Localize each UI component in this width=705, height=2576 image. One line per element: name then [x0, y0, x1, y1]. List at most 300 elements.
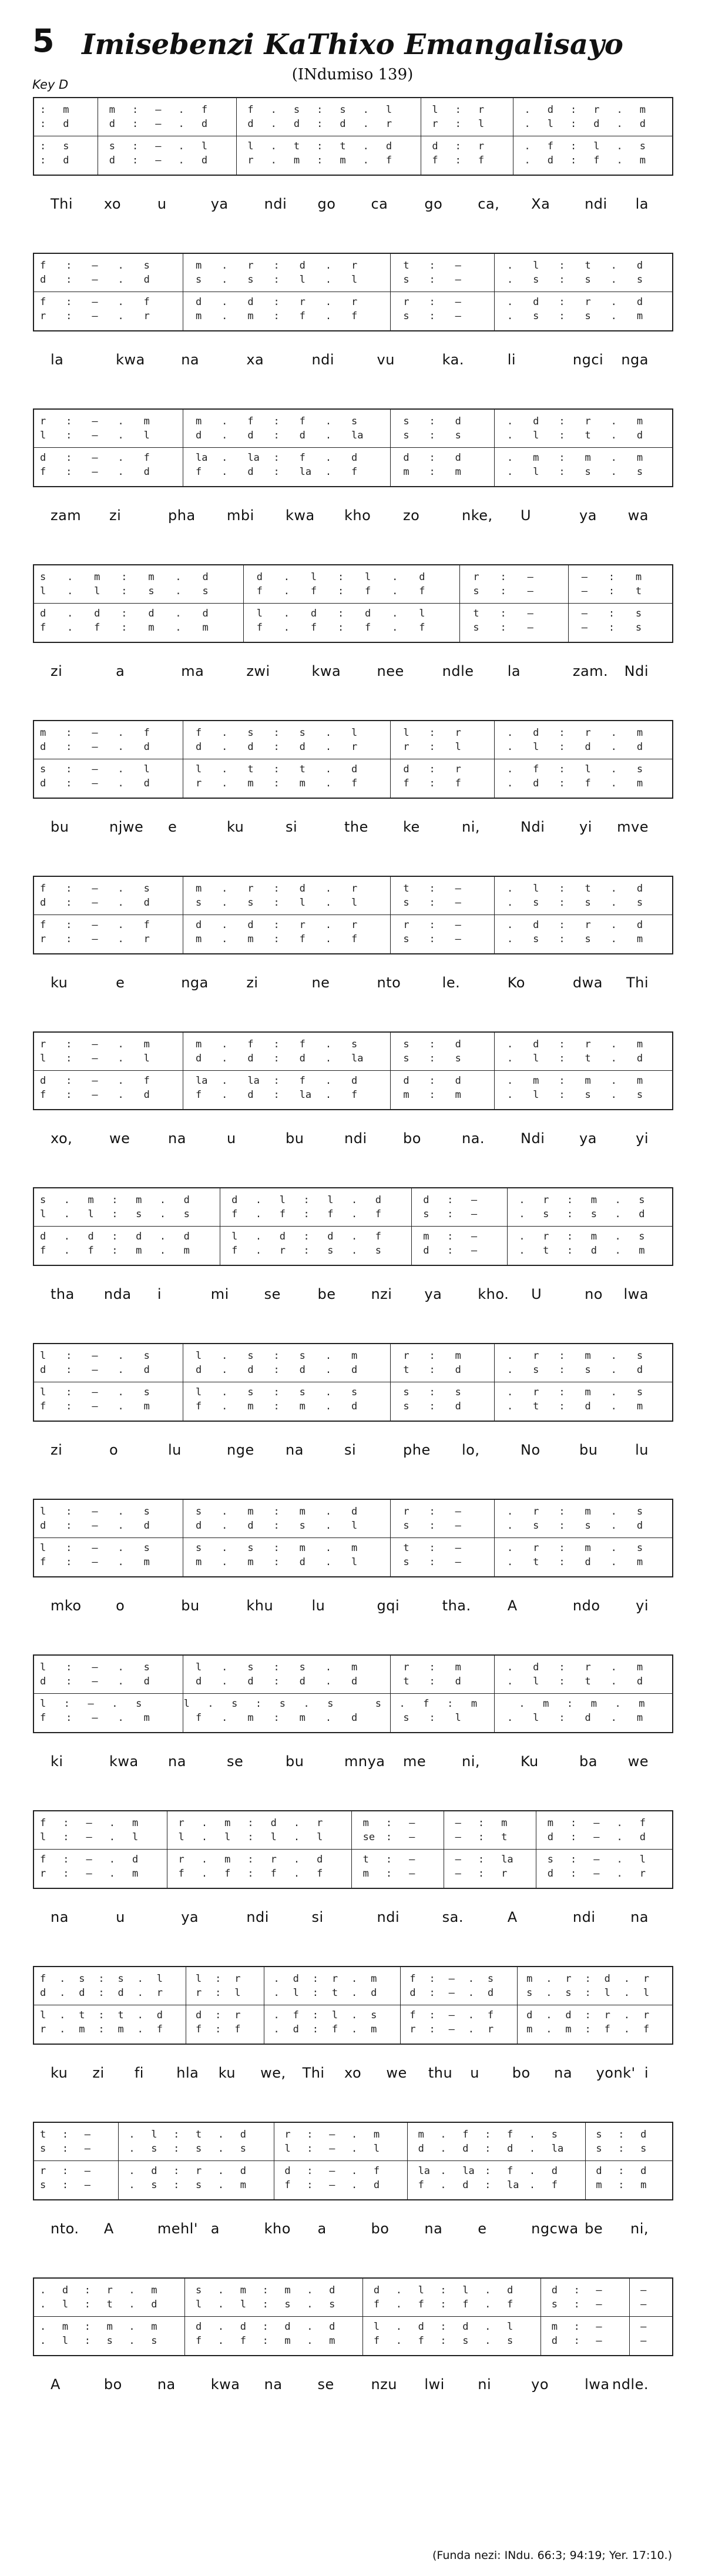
solfa-note: — — [640, 2335, 647, 2347]
solfa-note: m — [106, 2321, 113, 2333]
solfa-note: r — [40, 2165, 46, 2177]
solfa-note: . — [351, 1973, 358, 1985]
solfa-note: . — [109, 1831, 116, 1843]
solfa-note: s — [151, 2143, 157, 2155]
solfa-note: . — [351, 2009, 358, 2021]
solfa-note: d — [63, 155, 69, 166]
solfa-note: . — [273, 2024, 280, 2035]
solfa-note: s — [640, 2143, 647, 2155]
solfa-note: : — [63, 1868, 69, 1880]
solfa-note: d — [455, 1401, 461, 1412]
solfa-note: . — [325, 1386, 332, 1398]
solfa-note: . — [507, 1053, 513, 1064]
solfa-note: t — [543, 1245, 549, 1257]
solfa-note: . — [217, 2143, 224, 2155]
solfa-note: . — [351, 2179, 358, 2191]
lyric-syllable: na. — [462, 1130, 485, 1147]
voice-row — [34, 1506, 672, 1518]
solfa-note: . — [129, 2299, 135, 2310]
voice-row — [34, 1698, 672, 1710]
solfa-note: – — [329, 2165, 335, 2177]
staff-divider — [34, 1693, 672, 1694]
solfa-note: – — [92, 1075, 98, 1087]
solfa-note: r — [351, 741, 358, 753]
solfa-note: d — [40, 608, 46, 619]
solfa-note: t — [585, 883, 591, 895]
solfa-note: : — [559, 1661, 565, 1673]
solfa-note: . — [201, 1868, 208, 1880]
voice-row — [34, 1231, 672, 1242]
solfa-note: — — [471, 1208, 478, 1220]
solfa-note: : — [429, 466, 435, 478]
solfa-note: . — [507, 1089, 513, 1101]
solfa-note: d — [299, 1053, 306, 1064]
solfa-note: . — [201, 1831, 208, 1843]
solfa-note: f — [373, 2299, 380, 2310]
solfa-note: – — [593, 1868, 600, 1880]
solfa-note: f — [643, 2024, 650, 2035]
solfa-note: : — [440, 2299, 446, 2310]
solfa-note: d — [351, 1712, 358, 1724]
solfa-note: : — [429, 1676, 435, 1687]
solfa-note: — — [455, 1854, 461, 1865]
solfa-note: : — [478, 1868, 485, 1880]
solfa-note: d — [183, 1194, 190, 1206]
solfa-note: : — [429, 1712, 435, 1724]
solfa-note: : — [429, 2024, 435, 2035]
solfa-note: d — [636, 883, 643, 895]
solfa-note: r — [351, 296, 358, 308]
lyric-line — [33, 507, 672, 531]
voice-row — [34, 2335, 672, 2347]
solfa-note: r — [543, 1231, 549, 1242]
lyric-syllable: ku — [51, 2065, 68, 2081]
solfa-note: . — [616, 118, 623, 130]
solfa-note: s — [351, 1039, 358, 1050]
solfa-note: . — [178, 104, 184, 116]
solfa-note: f — [373, 2335, 380, 2347]
solfa-note: : — [66, 883, 72, 895]
solfa-note: r — [385, 118, 392, 130]
lyric-syllable: se — [317, 2376, 334, 2393]
solfa-note: d — [351, 763, 358, 775]
tonic-solfa-staff — [33, 1187, 673, 1266]
solfa-note: – — [92, 1053, 98, 1064]
solfa-note: m — [340, 155, 346, 166]
solfa-note: : — [66, 296, 72, 308]
solfa-note: s — [143, 1661, 150, 1673]
solfa-note: . — [307, 2335, 313, 2347]
solfa-note: . — [395, 2335, 402, 2347]
solfa-note: . — [118, 452, 124, 464]
solfa-note: . — [392, 622, 398, 634]
voice-row — [34, 1039, 672, 1050]
solfa-note: : — [173, 2179, 180, 2191]
solfa-note: — — [527, 571, 533, 583]
solfa-note: r — [639, 1868, 646, 1880]
solfa-note: l — [331, 2009, 338, 2021]
solfa-note: : — [429, 933, 435, 945]
solfa-note: r — [643, 1973, 650, 1985]
solfa-note: f — [639, 1817, 646, 1829]
solfa-note: . — [293, 1831, 300, 1843]
solfa-note: s — [551, 2299, 558, 2310]
voice-row — [34, 1401, 672, 1412]
solfa-note: . — [201, 1817, 208, 1829]
solfa-note: d — [639, 1831, 646, 1843]
solfa-note: d — [487, 1987, 494, 1999]
solfa-note: s — [526, 1987, 533, 1999]
solfa-note: : — [66, 1712, 72, 1724]
solfa-note: m — [247, 1401, 254, 1412]
solfa-note: : — [559, 1364, 565, 1376]
lyric-syllable: mehl' — [157, 2220, 198, 2237]
solfa-note: f — [351, 310, 358, 322]
solfa-note: : — [66, 763, 72, 775]
solfa-note: f — [247, 416, 254, 427]
solfa-note: t — [501, 1831, 508, 1843]
solfa-note: . — [221, 919, 228, 931]
solfa-note: : — [215, 1973, 221, 1985]
lyric-line — [33, 2220, 672, 2244]
lyric-syllable: zam — [51, 507, 82, 524]
solfa-note: : — [429, 2009, 435, 2021]
solfa-note: . — [217, 2335, 224, 2347]
solfa-note: — — [455, 1520, 461, 1532]
solfa-note: s — [551, 2129, 558, 2140]
solfa-note: m — [547, 1817, 553, 1829]
solfa-note: d — [63, 118, 69, 130]
solfa-note: d — [636, 741, 643, 753]
solfa-note: r — [351, 919, 358, 931]
solfa-note: s — [299, 1386, 306, 1398]
solfa-note: r — [533, 1542, 539, 1554]
solfa-note: f — [196, 1401, 202, 1412]
solfa-note: . — [610, 1661, 617, 1673]
solfa-note: d — [373, 2284, 380, 2296]
solfa-note: : — [566, 1231, 573, 1242]
solfa-note: . — [351, 2143, 358, 2155]
solfa-note: — — [640, 2284, 647, 2296]
solfa-note: f — [331, 2024, 338, 2035]
solfa-note: – — [593, 1817, 600, 1829]
solfa-note: . — [118, 430, 124, 441]
solfa-note: r — [533, 1506, 539, 1518]
solfa-note: . — [610, 1520, 617, 1532]
solfa-note: : — [66, 1364, 72, 1376]
solfa-note: d — [40, 1520, 46, 1532]
solfa-note: : — [273, 296, 280, 308]
lyric-syllable: ka. — [442, 351, 464, 368]
lyric-syllable: lwa — [585, 2376, 610, 2393]
solfa-note: d — [636, 919, 643, 931]
solfa-note: : — [559, 763, 565, 775]
voice-row — [34, 452, 672, 464]
solfa-note: : — [478, 1817, 485, 1829]
lyric-syllable: mko — [51, 1597, 82, 1614]
solfa-note: . — [118, 778, 124, 789]
solfa-note: : — [559, 310, 565, 322]
solfa-note: . — [610, 933, 617, 945]
solfa-note: : — [570, 104, 577, 116]
solfa-note: . — [325, 296, 332, 308]
lyric-syllable: go — [317, 196, 336, 212]
solfa-note: . — [519, 1245, 525, 1257]
solfa-note: f — [418, 2179, 424, 2191]
solfa-note: – — [86, 1868, 92, 1880]
solfa-note: . — [118, 1075, 124, 1087]
lyric-syllable: kwa — [210, 2376, 240, 2393]
voice-row — [34, 741, 672, 753]
solfa-note: m — [62, 2321, 69, 2333]
solfa-note: r — [196, 778, 202, 789]
solfa-note: d — [636, 296, 643, 308]
solfa-note: f — [418, 2335, 424, 2347]
solfa-note: . — [283, 571, 290, 583]
solfa-note: f — [604, 2024, 610, 2035]
solfa-note: : — [429, 1401, 435, 1412]
solfa-note: : — [62, 2143, 69, 2155]
solfa-note: – — [329, 2129, 335, 2140]
solfa-note: . — [519, 1208, 525, 1220]
solfa-note: : — [66, 1075, 72, 1087]
staff-divider — [34, 1226, 672, 1227]
solfa-note: s — [299, 1520, 306, 1532]
solfa-note: s — [40, 1194, 46, 1206]
solfa-note: d — [551, 2335, 558, 2347]
solfa-note: s — [40, 571, 46, 583]
solfa-note: — — [409, 1854, 415, 1865]
solfa-note: l — [143, 430, 150, 441]
solfa-note: s — [403, 1386, 409, 1398]
solfa-note: d — [547, 1831, 553, 1843]
lyric-syllable: nto — [377, 974, 401, 991]
solfa-note: s — [590, 1208, 597, 1220]
solfa-note: m — [501, 1817, 508, 1829]
solfa-note: . — [325, 1053, 332, 1064]
voice-row — [34, 1712, 672, 1724]
solfa-note: d — [270, 1817, 277, 1829]
solfa-note: r — [455, 727, 461, 739]
solfa-note: d — [636, 260, 643, 272]
solfa-note: : — [429, 310, 435, 322]
solfa-note: f — [247, 1039, 254, 1050]
solfa-note: m — [362, 1817, 369, 1829]
solfa-note: . — [325, 897, 332, 909]
solfa-note: . — [307, 2299, 313, 2310]
solfa-note: m — [585, 452, 591, 464]
solfa-note: . — [546, 1987, 552, 1999]
solfa-note: d — [533, 296, 539, 308]
solfa-note: : — [132, 155, 139, 166]
lyric-syllable: tha — [51, 1286, 75, 1302]
solfa-note: . — [325, 466, 332, 478]
lyric-line — [33, 2065, 672, 2088]
solfa-note: d — [196, 1364, 202, 1376]
solfa-note: . — [63, 1208, 70, 1220]
voice-row — [34, 897, 672, 909]
solfa-note: d — [40, 1364, 46, 1376]
solfa-note: m — [196, 883, 202, 895]
solfa-note: d — [196, 430, 202, 441]
solfa-note: l — [533, 741, 539, 753]
solfa-note: : — [500, 571, 506, 583]
lyric-syllable: yo — [531, 2376, 549, 2393]
solfa-note: l — [585, 763, 591, 775]
solfa-note: f — [585, 778, 591, 789]
solfa-note: : — [121, 585, 127, 597]
solfa-note: : — [608, 571, 615, 583]
solfa-note: m — [118, 2024, 124, 2035]
solfa-note: . — [325, 1364, 332, 1376]
lyric-syllable: ya — [424, 1286, 442, 1302]
solfa-note: : — [570, 155, 577, 166]
key-signature: Key D — [32, 78, 69, 92]
solfa-note: : — [273, 260, 280, 272]
solfa-note: . — [440, 2179, 446, 2191]
lyric-syllable: ba — [579, 1753, 597, 1770]
solfa-note: d — [284, 2321, 291, 2333]
solfa-note: : — [559, 1350, 565, 1362]
solfa-note: : — [618, 2129, 625, 2140]
solfa-note: . — [325, 778, 332, 789]
solfa-note: — — [596, 2321, 602, 2333]
solfa-note: : — [307, 2165, 313, 2177]
solfa-note: d — [143, 274, 150, 286]
solfa-note: : — [337, 571, 344, 583]
solfa-note: f — [196, 2335, 202, 2347]
solfa-note: . — [217, 2179, 224, 2191]
solfa-note: s — [284, 2299, 291, 2310]
solfa-note: . — [283, 585, 290, 597]
solfa-note: r — [247, 883, 254, 895]
solfa-note: : — [273, 1661, 280, 1673]
solfa-note: f — [317, 1868, 323, 1880]
solfa-note: . — [221, 310, 228, 322]
solfa-note: m — [143, 1401, 150, 1412]
solfa-note: . — [221, 1542, 228, 1554]
lyric-syllable: U — [531, 1286, 542, 1302]
lyric-syllable: ya — [579, 507, 597, 524]
solfa-note: . — [221, 1661, 228, 1673]
solfa-note: . — [507, 1401, 513, 1412]
solfa-note: : — [303, 1245, 310, 1257]
solfa-note: d — [317, 1854, 323, 1865]
solfa-note: . — [221, 763, 228, 775]
solfa-note: . — [59, 1987, 66, 1999]
solfa-note: s — [118, 1973, 124, 1985]
solfa-note: — — [455, 260, 461, 272]
solfa-note: d — [247, 430, 254, 441]
solfa-note: – — [155, 104, 162, 116]
solfa-note: . — [507, 1520, 513, 1532]
solfa-note: d — [109, 155, 116, 166]
solfa-note: . — [325, 310, 332, 322]
solfa-note: – — [92, 1401, 98, 1412]
solfa-note: . — [485, 2335, 491, 2347]
solfa-note: — — [455, 1868, 461, 1880]
solfa-note: l — [507, 2321, 513, 2333]
solfa-note: . — [67, 571, 73, 583]
lyric-syllable: ndi — [572, 1909, 596, 1925]
solfa-note: m — [284, 2335, 291, 2347]
solfa-note: : — [608, 622, 615, 634]
solfa-note: . — [325, 1089, 332, 1101]
solfa-note: : — [273, 897, 280, 909]
solfa-note: – — [92, 1661, 98, 1673]
solfa-note: s — [299, 1661, 306, 1673]
solfa-note: r — [585, 416, 591, 427]
lyric-syllable: na — [286, 1442, 304, 1458]
solfa-note: – — [92, 741, 98, 753]
solfa-note: . — [507, 1661, 513, 1673]
music-system — [33, 1499, 672, 1637]
solfa-note: r — [284, 2129, 291, 2140]
solfa-note: s — [585, 1520, 591, 1532]
solfa-note: : — [447, 1245, 454, 1257]
lyric-syllable: ndle — [442, 663, 474, 679]
solfa-note: la — [196, 1075, 208, 1087]
solfa-note: m — [63, 104, 69, 116]
solfa-note: m — [88, 1194, 94, 1206]
lyric-syllable: Thi — [51, 196, 73, 212]
lyric-syllable: nto. — [51, 2220, 79, 2237]
solfa-note: : — [112, 1208, 118, 1220]
solfa-note: m — [40, 727, 46, 739]
solfa-note: : — [559, 1089, 565, 1101]
lyric-syllable: Thi — [626, 974, 649, 991]
solfa-note: d — [455, 416, 461, 427]
solfa-note: f — [94, 622, 100, 634]
staff-divider — [34, 1070, 672, 1071]
solfa-note: : — [429, 274, 435, 286]
solfa-note: . — [129, 2165, 135, 2177]
voice-row — [34, 585, 672, 597]
solfa-note: – — [92, 1386, 98, 1398]
solfa-note: m — [196, 310, 202, 322]
solfa-note: : — [559, 919, 565, 931]
solfa-note: : — [273, 778, 280, 789]
solfa-note: . — [221, 1556, 228, 1568]
voice-row — [34, 727, 672, 739]
voice-row — [34, 296, 672, 308]
solfa-note: . — [395, 2284, 402, 2296]
lyric-syllable: nge — [227, 1442, 254, 1458]
solfa-note: . — [362, 140, 369, 152]
solfa-note: s — [423, 1208, 429, 1220]
solfa-note: . — [40, 2284, 46, 2296]
solfa-note: s — [143, 1542, 150, 1554]
music-system — [33, 2122, 672, 2260]
solfa-note: t — [293, 140, 300, 152]
solfa-note: . — [519, 1698, 525, 1710]
solfa-note: m — [636, 1661, 643, 1673]
solfa-note: . — [63, 1245, 70, 1257]
solfa-note: m — [455, 466, 461, 478]
solfa-note: d — [247, 741, 254, 753]
solfa-note: s — [247, 274, 254, 286]
solfa-note: . — [40, 2335, 46, 2347]
solfa-note: s — [403, 430, 409, 441]
solfa-note: . — [325, 1520, 332, 1532]
solfa-note: m — [640, 2179, 647, 2191]
solfa-note: f — [462, 2299, 469, 2310]
solfa-note: d — [455, 452, 461, 464]
solfa-note: l — [284, 2143, 291, 2155]
solfa-note: – — [86, 1831, 92, 1843]
solfa-note: – — [92, 310, 98, 322]
solfa-note: l — [279, 1194, 286, 1206]
